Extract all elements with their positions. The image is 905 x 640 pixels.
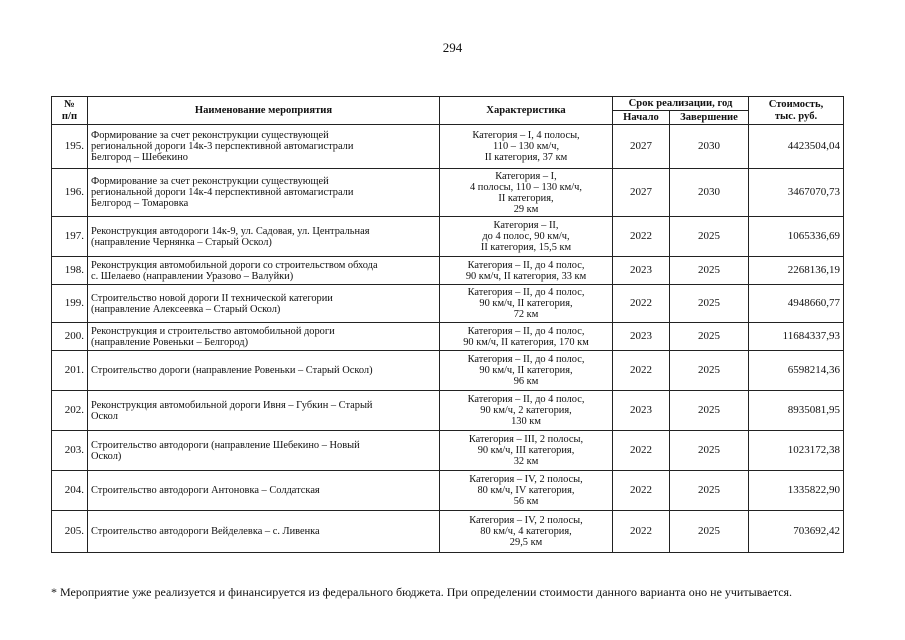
start-year: 2022 xyxy=(613,431,670,471)
measure-name: Формирование за счет реконструкции существующей региональной дороги 14к-4 перспективной автомагистрали Белгород – Томаровка xyxy=(88,169,440,217)
measure-characteristics: Категория – III, 2 полосы, 90 км/ч, III категория, 32 км xyxy=(440,431,613,471)
measure-characteristics: Категория – II, до 4 полос, 90 км/ч, II категория, 170 км xyxy=(440,323,613,351)
table-row xyxy=(52,511,844,553)
cost-value: 2268136,19 xyxy=(749,257,844,285)
measure-characteristics: Категория – IV, 2 полосы, 80 км/ч, 4 категория, 29,5 км xyxy=(440,511,613,553)
row-number: 202. xyxy=(52,391,88,431)
start-year: 2023 xyxy=(613,391,670,431)
measure-name: Реконструкция и строительство автомобильной дороги (направление Ровеньки – Белгород) xyxy=(88,323,440,351)
cost-value: 11684337,93 xyxy=(749,323,844,351)
header-num: № п/п xyxy=(52,97,88,125)
measure-name: Строительство автодороги (направление Шебекино – Новый Оскол) xyxy=(88,431,440,471)
measure-characteristics: Категория – II, до 4 полос, 90 км/ч, II категория, 72 км xyxy=(440,285,613,323)
table-row xyxy=(52,285,844,323)
measure-name: Строительство новой дороги II технической категории (направление Алексеевка – Старый Оскол) xyxy=(88,285,440,323)
end-year: 2030 xyxy=(670,169,749,217)
cost-value: 703692,42 xyxy=(749,511,844,553)
table-row xyxy=(52,323,844,351)
measure-name: Реконструкция автодороги 14к-9, ул. Садовая, ул. Центральная (направление Чернянка – Старый Оскол) xyxy=(88,217,440,257)
table-row xyxy=(52,471,844,511)
cost-value: 3467070,73 xyxy=(749,169,844,217)
row-number: 204. xyxy=(52,471,88,511)
start-year: 2023 xyxy=(613,257,670,285)
table-row xyxy=(52,257,844,285)
end-year: 2025 xyxy=(670,471,749,511)
header-end: Завершение xyxy=(670,111,749,125)
cost-value: 4948660,77 xyxy=(749,285,844,323)
end-year: 2025 xyxy=(670,431,749,471)
measure-characteristics: Категория – I, 4 полосы, 110 – 130 км/ч, II категория, 29 км xyxy=(440,169,613,217)
header-period: Срок реализации, год xyxy=(613,97,749,111)
start-year: 2022 xyxy=(613,471,670,511)
footnote: * Мероприятие уже реализуется и финансируется из федерального бюджета. При определении стоимости данного варианта оно не учитывается. xyxy=(51,585,793,599)
measure-name: Формирование за счет реконструкции существующей региональной дороги 14к-3 перспективной автомагистрали Белгород – Шебекино xyxy=(88,125,440,169)
end-year: 2025 xyxy=(670,257,749,285)
header-cost: Стоимость, тыс. руб. xyxy=(749,97,844,125)
end-year: 2025 xyxy=(670,217,749,257)
table-row xyxy=(52,391,844,431)
row-number: 196. xyxy=(52,169,88,217)
row-number: 195. xyxy=(52,125,88,169)
header-start: Начало xyxy=(613,111,670,125)
measure-name: Реконструкция автомобильной дороги Ивня – Губкин – Старый Оскол xyxy=(88,391,440,431)
row-number: 198. xyxy=(52,257,88,285)
row-number: 201. xyxy=(52,351,88,391)
row-number: 199. xyxy=(52,285,88,323)
start-year: 2027 xyxy=(613,125,670,169)
start-year: 2022 xyxy=(613,217,670,257)
table-row xyxy=(52,169,844,217)
row-number: 203. xyxy=(52,431,88,471)
table-row xyxy=(52,351,844,391)
cost-value: 4423504,04 xyxy=(749,125,844,169)
end-year: 2025 xyxy=(670,285,749,323)
header-characteristics: Характеристика xyxy=(440,97,613,125)
cost-value: 8935081,95 xyxy=(749,391,844,431)
table-row xyxy=(52,431,844,471)
row-number: 205. xyxy=(52,511,88,553)
start-year: 2027 xyxy=(613,169,670,217)
table-row xyxy=(52,217,844,257)
measures-table xyxy=(51,96,844,553)
end-year: 2030 xyxy=(670,125,749,169)
start-year: 2022 xyxy=(613,511,670,553)
measure-name: Строительство дороги (направление Ровеньки – Старый Оскол) xyxy=(88,351,440,391)
cost-value: 1335822,90 xyxy=(749,471,844,511)
header-name: Наименование мероприятия xyxy=(88,97,440,125)
end-year: 2025 xyxy=(670,323,749,351)
cost-value: 1023172,38 xyxy=(749,431,844,471)
row-number: 197. xyxy=(52,217,88,257)
start-year: 2022 xyxy=(613,351,670,391)
measure-characteristics: Категория – II, до 4 полос, 90 км/ч, II категория, 96 км xyxy=(440,351,613,391)
start-year: 2022 xyxy=(613,285,670,323)
measure-characteristics: Категория – IV, 2 полосы, 80 км/ч, IV категория, 56 км xyxy=(440,471,613,511)
end-year: 2025 xyxy=(670,351,749,391)
page-number: 294 xyxy=(442,40,463,55)
measure-characteristics: Категория – II, до 4 полос, 90 км/ч, II категория, 33 км xyxy=(440,257,613,285)
end-year: 2025 xyxy=(670,391,749,431)
end-year: 2025 xyxy=(670,511,749,553)
cost-value: 1065336,69 xyxy=(749,217,844,257)
cost-value: 6598214,36 xyxy=(749,351,844,391)
measure-characteristics: Категория – II, до 4 полос, 90 км/ч, 2 категория, 130 км xyxy=(440,391,613,431)
start-year: 2023 xyxy=(613,323,670,351)
measure-characteristics: Категория – I, 4 полосы, 110 – 130 км/ч, II категория, 37 км xyxy=(440,125,613,169)
measure-name: Строительство автодороги Вейделевка – с. Ливенка xyxy=(88,511,440,553)
table-row xyxy=(52,125,844,169)
measure-name: Реконструкция автомобильной дороги со строительством обхода с. Шелаево (направлении Уразово – Валуйки) xyxy=(88,257,440,285)
measure-characteristics: Категория – II, до 4 полос, 90 км/ч, II категория, 15,5 км xyxy=(440,217,613,257)
row-number: 200. xyxy=(52,323,88,351)
measure-name: Строительство автодороги Антоновка – Солдатская xyxy=(88,471,440,511)
